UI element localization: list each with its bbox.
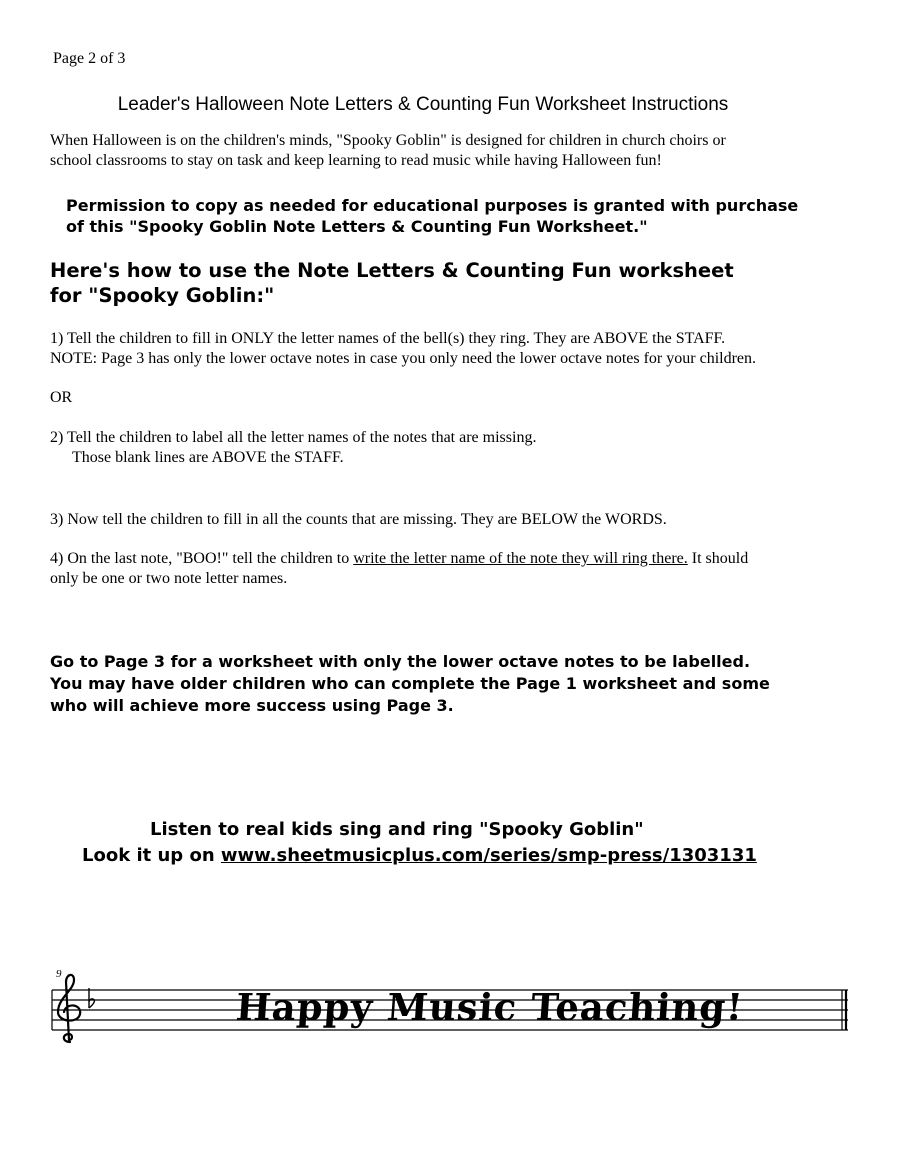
heading-line: for "Spooky Goblin:" [50, 284, 275, 307]
or-separator: OR [50, 389, 73, 406]
intro-line: school classrooms to stay on task and keep learning to read music while having Halloween fun! [50, 152, 662, 169]
step-2-line: Those blank lines are ABOVE the STAFF. [72, 449, 344, 466]
step-4-line [50, 549, 870, 569]
measure-number: 9 [56, 968, 62, 980]
page-3-notice [50, 651, 870, 717]
step-2 [50, 428, 870, 468]
step-1 [50, 329, 890, 369]
page-title: Leader's Halloween Note Letters & Counting Fun Worksheet Instructions [117, 94, 729, 115]
notice-line: You may have older children who can complete the Page 1 worksheet and some [50, 674, 770, 693]
heading-line: Here's how to use the Note Letters & Counting Fun worksheet [50, 259, 734, 282]
step-4 [50, 549, 870, 589]
step-1-line: 1) Tell the children to fill in ONLY the letter names of the bell(s) they ring. They are ABOVE the STAFF. [50, 330, 726, 347]
sheetmusicplus-link[interactable]: www.sheetmusicplus.com/series/smp-press/1303131 [220, 845, 757, 866]
listen-line [0, 843, 900, 869]
listen-line: Listen to real kids sing and ring "Spooky Goblin" [150, 819, 644, 840]
notice-line: Go to Page 3 for a worksheet with only the lower octave notes to be labelled. [50, 652, 751, 671]
lookup-text: Look it up on [82, 845, 221, 866]
step-1-note: NOTE: Page 3 has only the lower octave notes in case you only need the lower octave notes for your children. [50, 350, 757, 367]
step-4-line: only be one or two note letter names. [50, 570, 288, 587]
intro-paragraph [50, 131, 870, 171]
notice-line: who will achieve more success using Page 3. [50, 696, 454, 715]
intro-line: When Halloween is on the children's minds, "Spooky Goblin" is designed for children in church choirs or [50, 132, 726, 149]
permission-line: Permission to copy as needed for educational purposes is granted with purchase [66, 196, 799, 215]
happy-music-teaching-banner: Happy Music Teaching! [234, 985, 746, 1029]
listen-section [0, 817, 900, 869]
step-3: 3) Now tell the children to fill in all the counts that are missing. They are BELOW the WORDS. [50, 511, 667, 528]
step-4-underlined-text: write the letter name of the note they will ring there. [353, 550, 688, 567]
permission-notice [66, 195, 866, 237]
step-4-text-end: It should [687, 550, 749, 567]
flat-key-signature-icon [89, 988, 94, 1008]
treble-clef-icon [58, 975, 80, 1042]
step-2-line: 2) Tell the children to label all the letter names of the notes that are missing. [50, 429, 537, 446]
step-4-text: 4) On the last note, "BOO!" tell the children to [50, 550, 354, 567]
section-heading [50, 258, 850, 308]
page-number: Page 2 of 3 [53, 50, 126, 67]
permission-line: of this "Spooky Goblin Note Letters & Counting Fun Worksheet." [66, 217, 648, 236]
